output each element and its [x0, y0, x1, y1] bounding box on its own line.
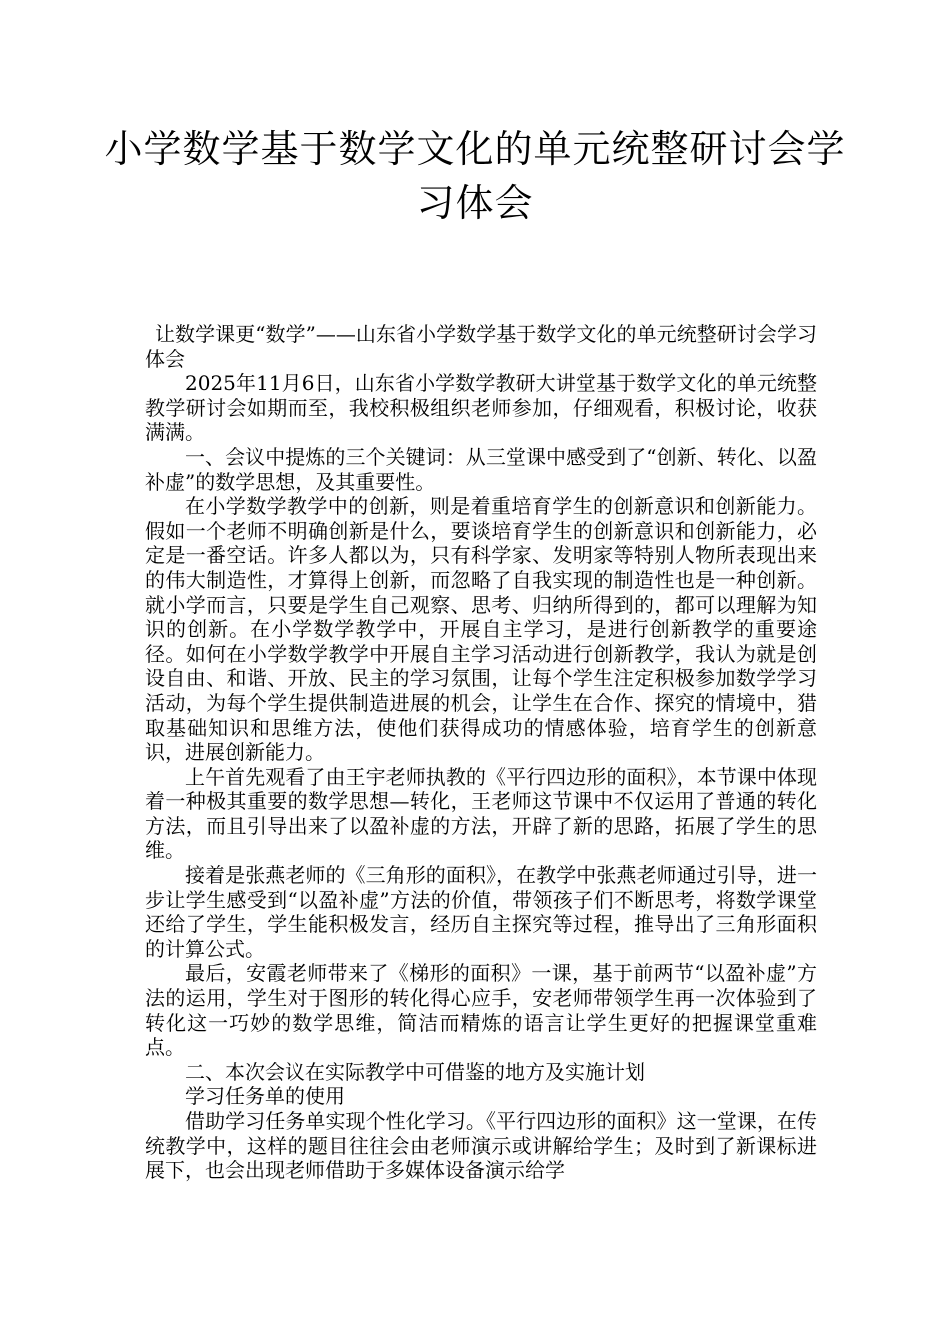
section-heading: 二、本次会议在实际教学中可借鉴的地方及实施计划: [185, 1059, 645, 1084]
paragraph: 上午首先观看了由王宇老师执教的《平行四边形的面积》，本节课中体现着一种极其重要的数学思想—转化，王老师这节课中不仅运用了普通的转化方法，而且引导出来了以盈补虚的方法，开辟了新的思路，拓展了学生的思维。: [145, 764, 817, 863]
subtitle-paragraph: 让数学课更“数学”——山东省小学数学基于数学文化的单元统整研讨会学习体会: [145, 322, 817, 371]
paragraph: 2025年11月6日，山东省小学数学教研大讲堂基于数学文化的单元统整教学研讨会如期而至，我校积极组织老师参加，仔细观看，积极讨论，收获满满。: [145, 371, 817, 445]
paragraph: 借助学习任务单实现个性化学习。《平行四边形的面积》这一堂课，在传统教学中，这样的题目往往会由老师演示或讲解给学生；及时到了新课标进展下，也会出现老师借助于多媒体设备演示给学: [145, 1109, 817, 1183]
document-title: 小学数学基于数学文化的单元统整研讨会学习体会: [104, 127, 846, 225]
paragraph: 在小学数学教学中的创新，则是着重培育学生的创新意识和创新能力。假如一个老师不明确创新是什么，要谈培育学生的创新意识和创新能力，必定是一番空话。许多人都以为，只有科学家、发明家等特别人物所表现出来的伟大制造性，才算得上创新，而忽略了自我实现的制造性也是一种创新。就小学而言，只要是学生自己观察、思考、归纳所得到的，都可以理解为知识的创新。在小学数学教学中，开展自主学习，是进行创新教学的重要途径。如何在小学数学教学中开展自主学习活动进行创新教学，我认为就是创设自由、和谐、开放、民主的学习氛围，让每个学生注定积极参加数学学习活动，为每个学生提供制造进展的机会，让学生在合作、探究的情境中，猎取基础知识和思维方法，使他们获得成功的情感体验，培育学生的创新意识，进展创新能力。: [145, 494, 817, 765]
subsection-heading: 学习任务单的使用: [185, 1084, 345, 1109]
paragraph: 最后，安霞老师带来了《梯形的面积》一课，基于前两节“以盈补虚”方法的运用，学生对于图形的转化得心应手，安老师带领学生再一次体验到了转化这一巧妙的数学思维，简洁而精炼的语言让学生更好的把握课堂重难点。: [145, 961, 817, 1060]
paragraph: 接着是张燕老师的《三角形的面积》，在教学中张燕老师通过引导，进一步让学生感受到“以盈补虚”方法的价值，带领孩子们不断思考，将数学课堂还给了学生，学生能积极发言，经历自主探究等过程，推导出了三角形面积的计算公式。: [145, 863, 817, 961]
document-body: [145, 322, 817, 1183]
section-heading: 一、会议中提炼的三个关键词：从三堂课中感受到了“创新、转化、以盈补虚”的数学思想，及其重要性。: [145, 444, 817, 494]
